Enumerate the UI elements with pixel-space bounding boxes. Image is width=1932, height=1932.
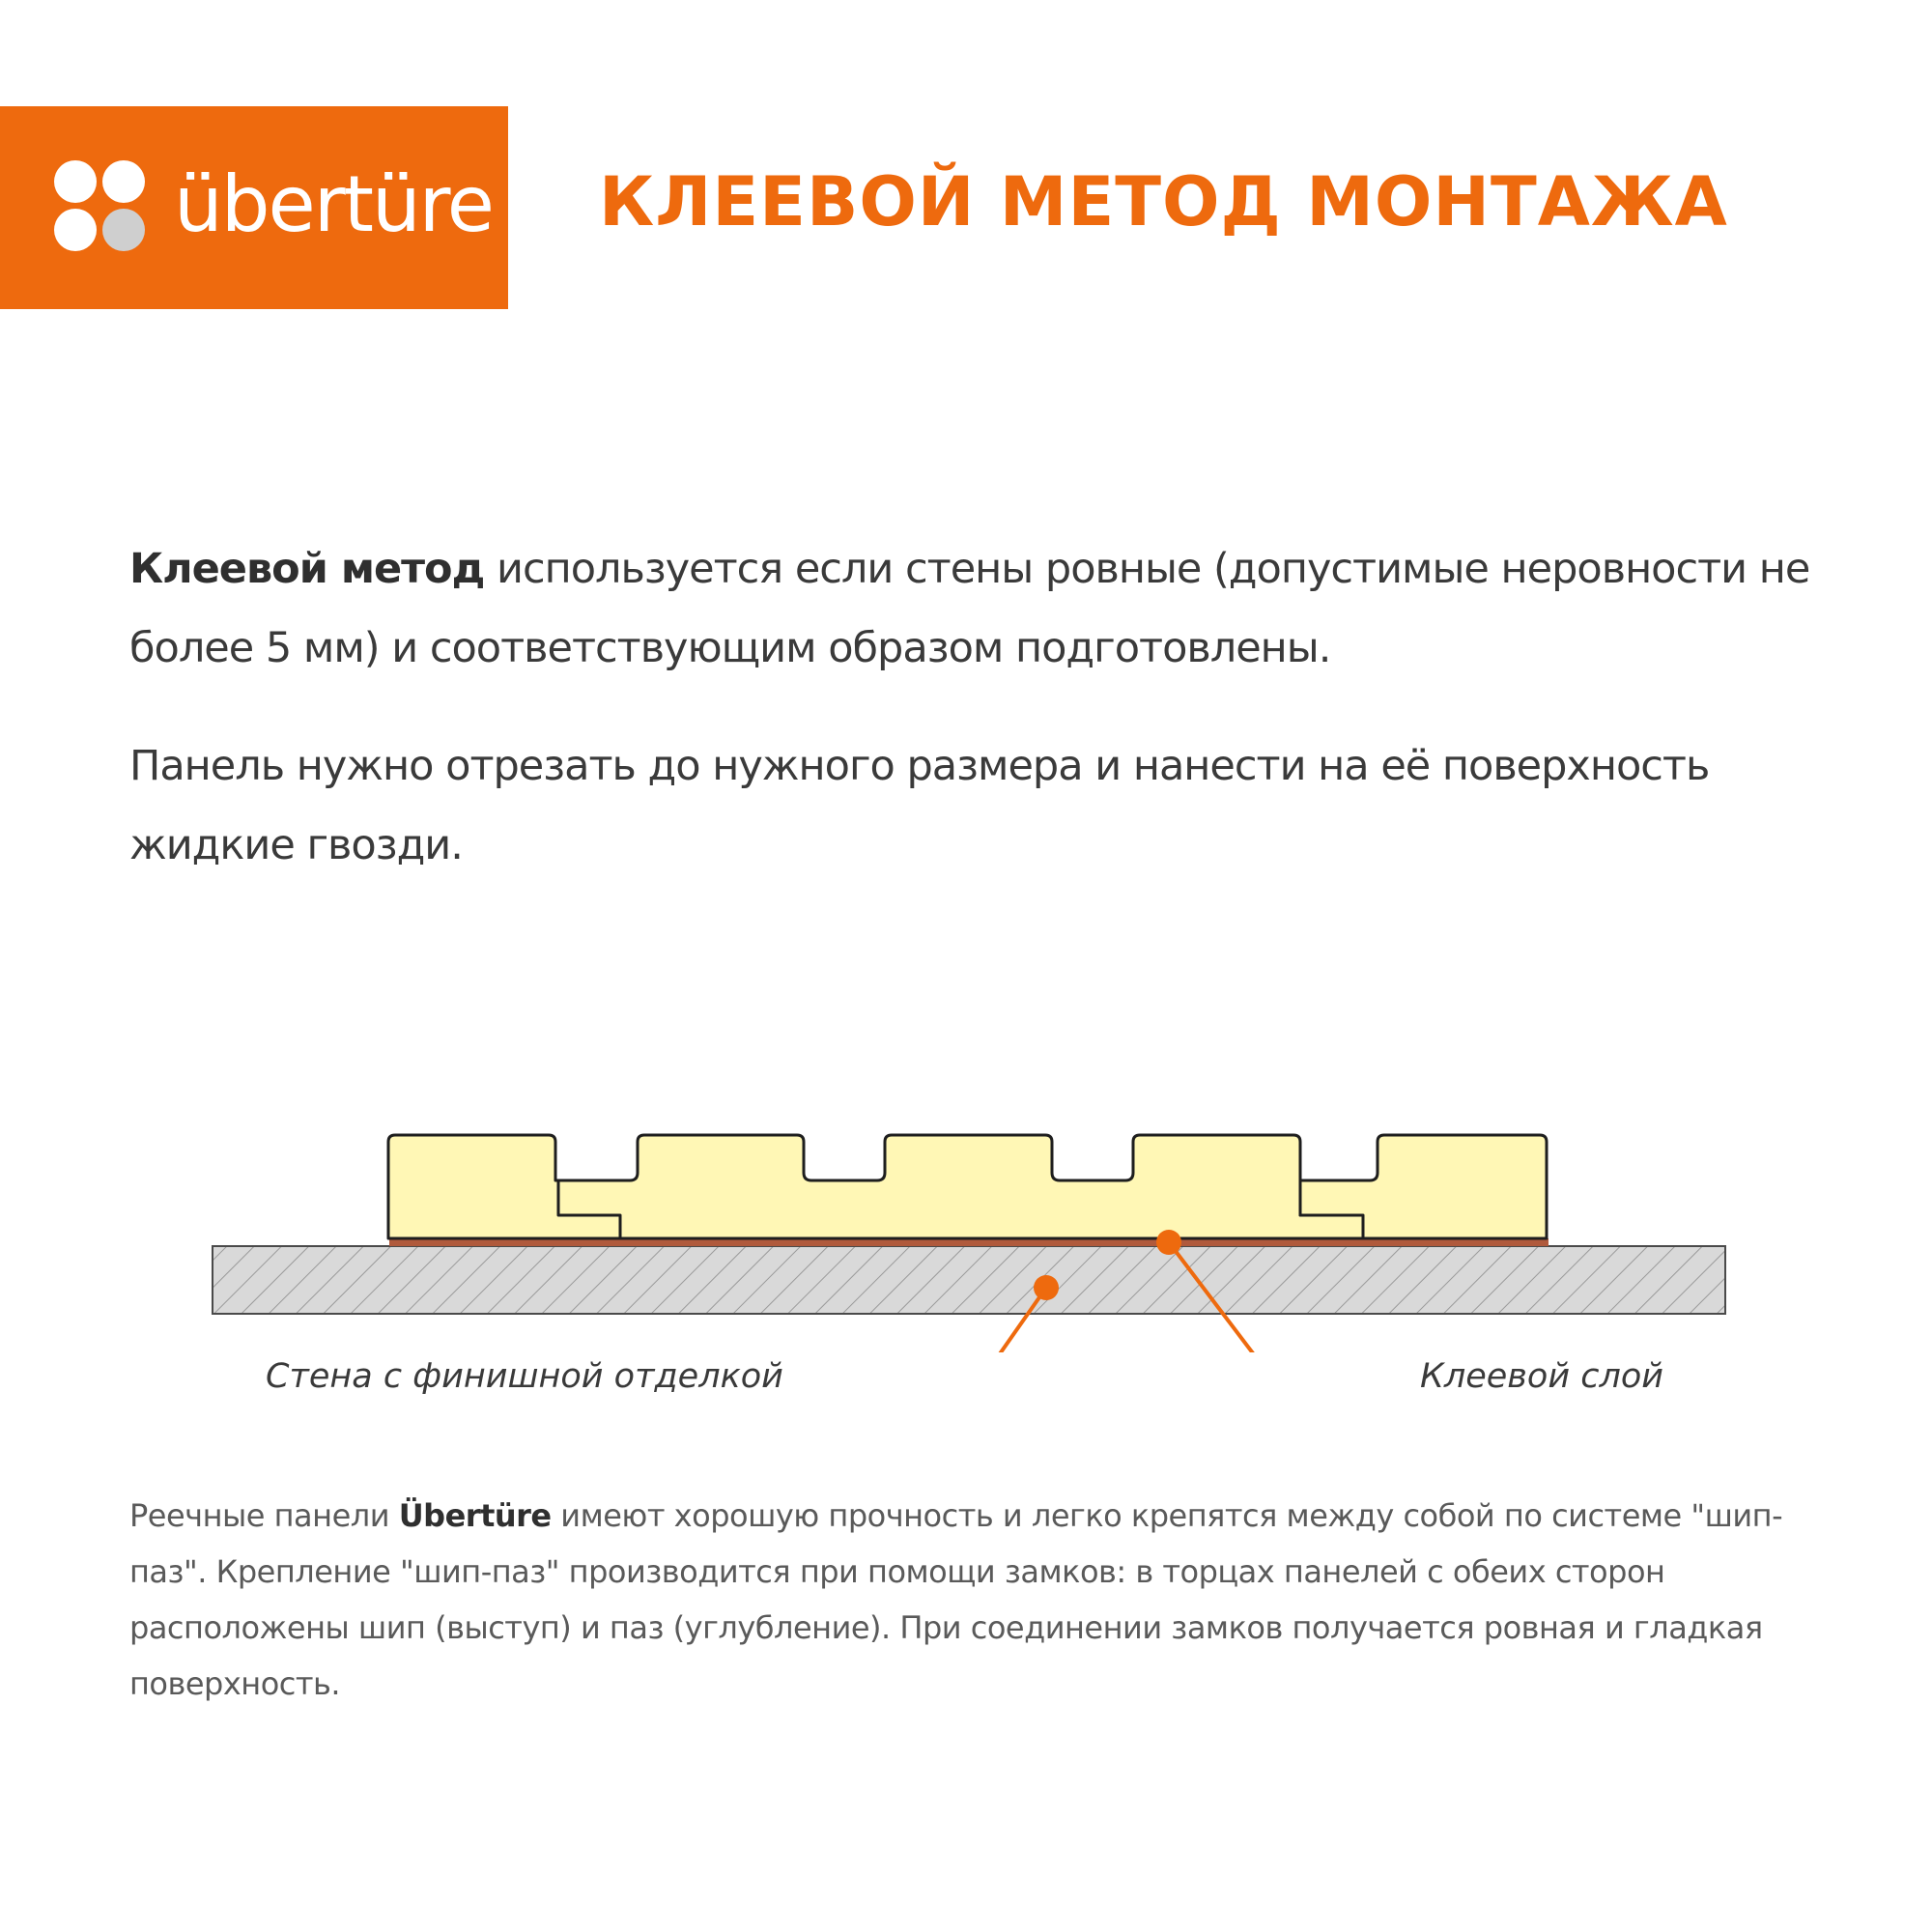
footer-before: Реечные панели [129, 1497, 399, 1534]
intro-paragraph [129, 529, 1810, 688]
footer-brand: Übertüre [398, 1497, 552, 1534]
label-glue: Клеевой слой [1420, 1357, 1663, 1396]
intro-text: используется если стены ровные (допустимые неровности не более 5 мм) и соответствующим образом подготовлены. [129, 545, 1810, 672]
glue-callout-dot [1156, 1230, 1181, 1255]
mounting-diagram [0, 1063, 1932, 1352]
brand-name: übertüre [174, 159, 494, 249]
page-title: КЛЕЕВОЙ МЕТОД МОНТАЖА [599, 162, 1728, 242]
wall-callout-dot [1034, 1275, 1059, 1300]
panel-2 [558, 1135, 1363, 1238]
wall-section [213, 1246, 1725, 1314]
instruction-paragraph: Панель нужно отрезать до нужного размера и нанести на её поверхность жидкие гвозди. [129, 742, 1710, 869]
intro-bold: Клеевой метод [129, 545, 485, 593]
logo-dots-icon [52, 158, 149, 255]
label-wall: Стена с финишной отделкой [266, 1357, 783, 1396]
footer-paragraph [129, 1488, 1810, 1712]
logo-banner [0, 106, 508, 309]
footer-after: имеют хорошую прочность и легко крепятся между собой по системе "шип-паз". Крепление "шип-паз" производится при помощи замков: в торцах панелей с обеих сторон расположены шип (выступ) и паз (углубление). При соединении замков получается ровная и гладкая поверхность. [129, 1497, 1783, 1702]
